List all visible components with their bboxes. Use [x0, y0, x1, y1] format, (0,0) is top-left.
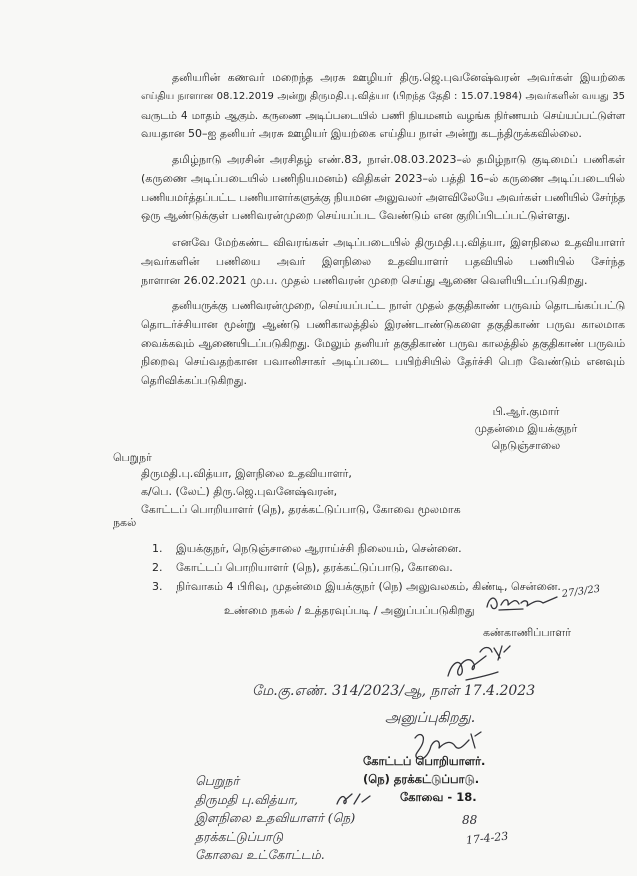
paragraph-line: தனியருக்கு பணிவரன்முறை, செய்யப்பட்ட நாள் முதல் தகுதிகாண் பருவம் தொடங்கப்பட்டு — [172, 299, 625, 312]
signatory-name: பி.ஆர்.குமார் — [492, 405, 560, 418]
paragraph-line: தமிழ்நாடு அரசின் அரசிதழ் எண்.83, நாள்.08.03.2023–ல் தமிழ்நாடு குடிமைப் பணிகள் — [172, 153, 625, 166]
list-item-text: கோட்டப் பொறியாளர் (நெ), தரக்கட்டுப்பாடு, கோவை. — [176, 561, 453, 574]
endorsement-line: இளநிலை உதவியாளர் (நெ) — [195, 810, 356, 826]
paragraph-line: எய்திய நாளான 08.12.2019 அன்று திருமதி.பு.வித்யா (பிறந்த தேதி : 15.07.1984) அவர்களின் வயது 35 — [141, 90, 625, 102]
paragraph-line: வருடம் 4 மாதம் ஆகும். கருணை அடிப்படையில் பணி நியமனம் வழங்க நிர்ணயம் செய்யப்பட்டுள்ள — [141, 109, 625, 122]
stamp-line: (நெ) தரக்கட்டுப்பாடு. — [363, 772, 480, 786]
paragraph-1 — [141, 69, 625, 144]
recipient-address — [141, 465, 611, 519]
attestation-signature — [483, 589, 561, 615]
endorsement-line: திருமதி பு.வித்யா, — [195, 791, 298, 807]
paragraph-line: தெரிவிக்கப்படுகிறது. — [141, 374, 247, 388]
recipient-heading: பெறுநர் — [113, 451, 152, 464]
paragraph-line: தனியரின் கணவர் மறைந்த அரசு ஊழியர் திரு.ஜெ.புவனேஷ்வரன் அவர்கள் இயற்கை — [172, 71, 625, 84]
attestation-text: உண்மை நகல் / உத்தரவுப்படி / அனுப்பப்படுகிறது — [224, 604, 475, 617]
signatory-designation: முதன்மை இயக்குநர் — [474, 422, 578, 435]
paragraph-line: வயதான 50–ஐ தனியர் அரசு ஊழியர் இயற்கை எய்திய நாள் அன்று கடந்திருக்கவில்லை. — [141, 127, 582, 141]
paragraph-line: நிறைவு செய்வதற்கான பவானிசாகர் அடிப்படை பயிற்சியில் தேர்ச்சி பெற வேண்டும் எனவும் — [141, 355, 625, 369]
copy-to-list — [152, 539, 625, 596]
endorsement-date: 17-4-23 — [465, 829, 509, 847]
paragraph-2 — [141, 151, 625, 226]
paragraph-line: ஒரு ஆண்டுக்குள் பணிவரன்முறை செய்யப்பட வேண்டும் என குறிப்பிடப்பட்டுள்ளது. — [141, 209, 571, 223]
endorsement-line: தரக்கட்டுப்பாடு — [195, 828, 283, 844]
stamp-line: கோட்டப் பொறியாளர். — [363, 754, 486, 768]
recipient-line: க/பெ. (லேட்) திரு.ஜெ.புவனேஷ்வரன், — [141, 485, 338, 498]
handwritten-note: அனுப்புகிறது. — [385, 710, 476, 726]
list-item-text: இயக்குநர், நெடுஞ்சாலை ஆராய்ச்சி நிலையம், சென்னை. — [176, 542, 462, 555]
paragraph-line: பணியமர்த்தப்பட்ட பணியாளர்களுக்கு நியமன அலுவலர் அளவிலேயே அவர்கள் பணியில் சேர்ந்த — [141, 190, 625, 204]
recipient-line: திருமதி.பு.வித்யா, இளநிலை உதவியாளர், — [141, 467, 352, 480]
recipient-line: கோட்டப் பொறியாளர் (நெ), தரக்கட்டுப்பாடு, கோவை மூலமாக — [141, 503, 461, 516]
list-item — [152, 558, 625, 577]
paragraph-line: தொடர்ச்சியான மூன்று ஆண்டு பணிகாலத்தில் இரண்டாண்டுகளை தகுதிகாண் பருவ காலமாக — [141, 317, 625, 331]
list-item-number: 1. — [152, 542, 163, 555]
endorsement-line: பெறுநர் — [195, 773, 240, 788]
paragraph-line: (கருணை அடிப்படையில் பணிநியமனம்) விதிகள் 2023–ல் பத்தி 16–ல் கருணை அடிப்படையில் — [141, 171, 625, 185]
copy-to-heading: நகல் — [113, 516, 137, 529]
paragraph-line: வைக்கவும் ஆணையிடப்படுகிறது. மேலும் தனியர் தகுதிகாண் பருவ காலத்தில் தகுதிகாண் பருவம் — [141, 336, 625, 350]
list-item-number: 3. — [152, 580, 163, 593]
paragraph-line: அவர்களின் பணியை அவர் இளநிலை உதவியாளர் பதவியில் பணியில் சேர்ந்த — [141, 254, 625, 268]
signatory-department: நெடுஞ்சாலை — [491, 439, 561, 452]
attestation-date: 27/3/23 — [561, 583, 601, 600]
endorsement-number: 88 — [462, 813, 478, 827]
paragraph-line: நாளான 26.02.2021 மு.ப. முதல் பணிவரன் முறை செய்து ஆணை வெளியிடப்படுகிறது. — [141, 273, 588, 287]
attestation-designation: கண்காணிப்பாளர் — [483, 626, 571, 639]
paragraph-line: எனவே மேற்கண்ட விவரங்கள் அடிப்படையில் திருமதி.பு.வித்யா, இளநிலை உதவியாளர் — [172, 236, 625, 249]
handwritten-endorsement — [195, 772, 445, 865]
list-item-text: நிர்வாகம் 4 பிரிவு, முதன்மை இயக்குநர் (நெ) அலுவலகம், கிண்டி, சென்னை. — [176, 580, 561, 593]
stamp-line: கோவை - 18. — [400, 790, 477, 804]
paragraph-4 — [141, 297, 625, 391]
endorsement-initials — [334, 790, 374, 808]
list-item-number: 2. — [152, 561, 163, 574]
paragraph-3 — [141, 234, 625, 290]
signatory-block — [456, 403, 596, 454]
handwritten-reference: மே.கு.எண். 314/2023/ஆ, நாள் 17.4.2023 — [252, 683, 536, 699]
endorsement-line: கோவை உட்கோட்டம். — [195, 847, 325, 863]
list-item — [152, 539, 625, 558]
